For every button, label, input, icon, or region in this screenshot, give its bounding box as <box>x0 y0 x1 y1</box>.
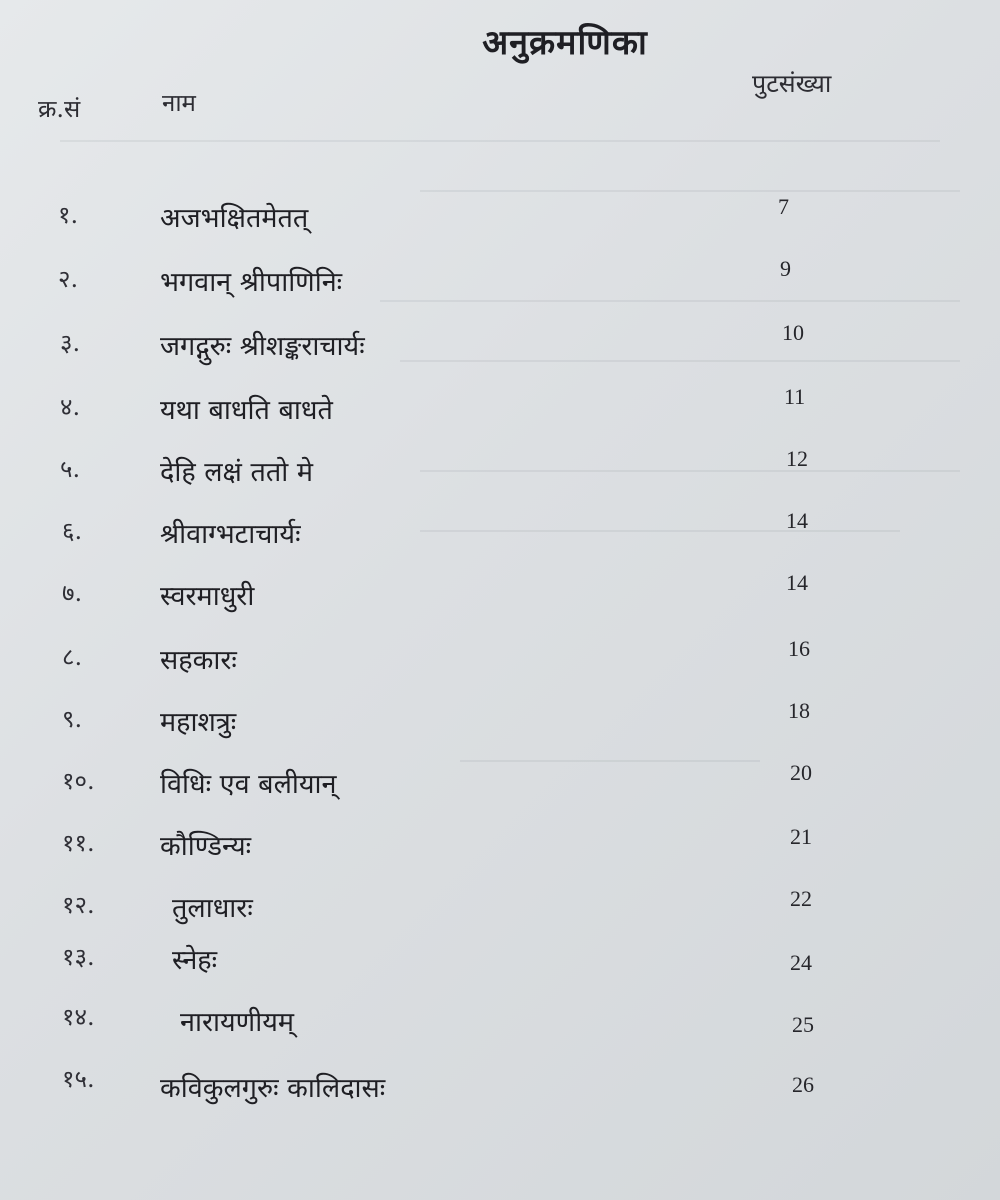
list-item <box>0 698 1000 742</box>
entry-title: स्नेहः <box>172 945 218 976</box>
list-item <box>0 508 1000 554</box>
entry-page: 10 <box>782 320 804 345</box>
entry-title: देहि लक्षं ततो मे <box>160 457 313 488</box>
entry-title: अजभक्षितमेतत् <box>160 203 309 234</box>
entry-number: ४. <box>60 393 81 421</box>
entry-title: नारायणीयम् <box>180 1007 294 1038</box>
serial-column-header: क्र.सं <box>38 95 81 123</box>
page-column-header: पुटसंख्या <box>752 69 832 98</box>
list-item <box>0 446 1000 492</box>
entry-number: ९. <box>62 705 83 733</box>
bleed-through-line <box>420 190 960 192</box>
list-item <box>0 943 1000 988</box>
entry-title: स्वरमाधुरी <box>160 581 255 612</box>
entry-page: 25 <box>792 1012 814 1037</box>
entry-title: तुलाधारः <box>172 893 253 924</box>
entry-page: 14 <box>786 570 808 595</box>
entry-page: 12 <box>786 446 808 471</box>
entry-title: कविकुलगुरुः कालिदासः <box>160 1073 386 1104</box>
list-item <box>0 760 1000 804</box>
entry-page: 18 <box>788 698 810 723</box>
list-item <box>0 194 1000 238</box>
page-title: अनुक्रमणिका <box>482 23 648 63</box>
entry-number: १०. <box>62 767 95 795</box>
entry-number: ५. <box>60 455 81 483</box>
entry-title: कौण्डिन्यः <box>160 831 252 862</box>
entry-number: ८. <box>62 643 83 671</box>
entry-title: भगवान् श्रीपाणिनिः <box>160 267 343 298</box>
entry-page: 21 <box>790 824 812 849</box>
entry-page: 9 <box>780 256 791 281</box>
name-column-header: नाम <box>162 89 196 117</box>
list-item <box>0 1065 1000 1108</box>
list-item <box>0 384 1000 430</box>
entry-page: 16 <box>788 636 810 661</box>
list-item <box>0 320 1000 366</box>
entry-number: १५. <box>62 1065 95 1093</box>
entry-number: १. <box>58 201 79 229</box>
entry-number: ११. <box>62 829 95 857</box>
entry-number: १२. <box>62 891 95 919</box>
entry-page: 11 <box>784 384 806 409</box>
list-item <box>0 256 1000 302</box>
list-item <box>0 888 1000 928</box>
list-item <box>0 636 1000 680</box>
entry-page: 7 <box>778 194 789 219</box>
entry-title: जगद्गुरुः श्रीशङ्कराचार्यः <box>160 331 365 362</box>
entry-page: 20 <box>790 760 812 785</box>
entry-title: सहकारः <box>160 645 237 676</box>
entry-page: 24 <box>790 950 812 975</box>
entry-page: 26 <box>792 1072 814 1097</box>
entry-title: विधिः एव बलीयान् <box>160 769 337 800</box>
bleed-through-line <box>460 760 760 762</box>
entry-page: 22 <box>790 886 812 911</box>
entry-title: यथा बाधति बाधते <box>160 395 333 426</box>
bleed-through-line <box>60 140 940 142</box>
entry-title: महाशत्रुः <box>160 707 237 738</box>
entry-number: १३. <box>62 943 95 971</box>
entry-number: ३. <box>60 329 81 357</box>
entry-page: 14 <box>786 508 808 533</box>
entry-number: २. <box>58 265 79 293</box>
list-item <box>0 826 1000 866</box>
list-item <box>0 1003 1000 1048</box>
list-item <box>0 570 1000 616</box>
entry-title: श्रीवाग्भटाचार्यः <box>160 519 301 550</box>
entry-number: ६. <box>62 517 83 545</box>
entry-number: १४. <box>62 1003 95 1031</box>
entry-number: ७. <box>62 579 83 607</box>
